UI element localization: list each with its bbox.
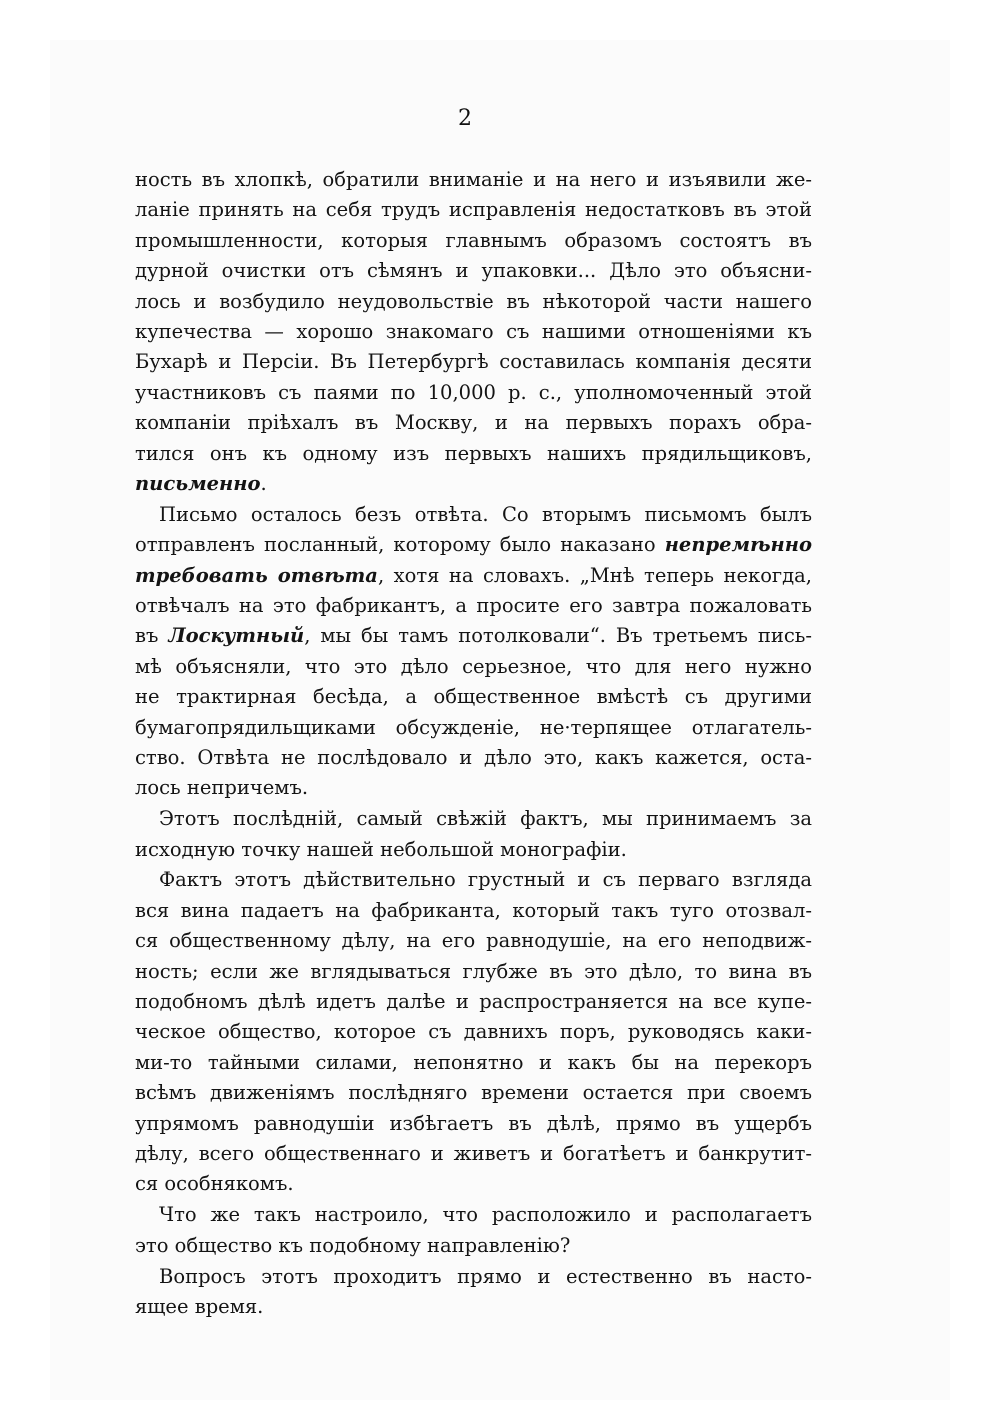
text-line: всѣмъ движеніямъ послѣдняго времени остается при своемъ bbox=[135, 1081, 812, 1105]
text-line: бумагопрядильщиками обсужденіе, не·терпящее отлагатель- bbox=[135, 715, 812, 739]
text-line: участниковъ съ паями по 10,000 р. с., уполномоченный этой bbox=[135, 380, 812, 404]
text-segment: отправленъ посланный, которому было наказано bbox=[135, 533, 665, 557]
text-line: Бухарѣ и Персіи. Въ Петербургѣ составилась компанія десяти bbox=[135, 350, 812, 374]
text-line: Фактъ этотъ дѣйствительно грустный и съ перваго взгляда bbox=[159, 868, 812, 892]
paragraph bbox=[135, 865, 812, 1199]
text-segment: въ bbox=[135, 624, 169, 648]
text-line: вся вина падаетъ на фабриканта, который такъ туго отозвал- bbox=[135, 898, 812, 922]
page-body-text bbox=[135, 165, 812, 1323]
text-segment: , хотя на словахъ. „Мнѣ теперь некогда, bbox=[377, 563, 812, 587]
paragraph bbox=[135, 1200, 812, 1261]
text-line: ство. Отвѣта не послѣдовало и дѣло это, какъ кажется, оста- bbox=[135, 745, 812, 769]
text-line: Письмо осталось безъ отвѣта. Со вторымъ письмомъ былъ bbox=[159, 502, 812, 526]
text-line: подобномъ дѣлѣ идетъ далѣе и распространяется на все купе- bbox=[135, 990, 812, 1014]
paragraph bbox=[135, 165, 812, 499]
paragraph bbox=[135, 804, 812, 865]
text-line: компаніи пріѣхалъ въ Москву, и на первыхъ порахъ обра- bbox=[135, 411, 812, 435]
text-line: тился онъ къ одному изъ первыхъ нашихъ прядильщиковъ, bbox=[135, 441, 812, 465]
text-segment: . bbox=[260, 471, 267, 495]
text-line: купечества — хорошо знакомаго съ нашими отношеніями къ bbox=[135, 319, 812, 343]
text-line: ность; если же вглядываться глубже въ это дѣло, то вина въ bbox=[135, 959, 812, 983]
text-line: ность въ хлопкѣ, обратили вниманіе и на него и изъявили же- bbox=[135, 168, 812, 191]
text-segment: , мы бы тамъ потолковали“. Въ третьемъ пись- bbox=[304, 624, 812, 648]
emphasized-text: Лоскутный bbox=[168, 624, 305, 648]
page-number: 2 bbox=[458, 106, 472, 131]
text-line: ми-то тайными силами, непонятно и какъ бы на перекоръ bbox=[135, 1050, 812, 1074]
emphasized-text: непремѣнно bbox=[664, 533, 812, 557]
text-line: это общество къ подобному направленію? bbox=[135, 1233, 571, 1257]
text-line: лось непричемъ. bbox=[135, 776, 309, 800]
text-line: ящее время. bbox=[135, 1294, 264, 1318]
text-line: ся особнякомъ. bbox=[135, 1172, 294, 1196]
text-line: упрямомъ равнодушіи избѣгаетъ въ дѣлѣ, прямо въ ущербъ bbox=[135, 1111, 812, 1135]
text-line: ся общественному дѣлу, на его равнодушіе, на его неподвиж- bbox=[135, 929, 812, 953]
text-line: лось и возбудило неудовольствіе въ нѣкоторой части нашего bbox=[135, 289, 812, 313]
text-line bbox=[135, 469, 812, 499]
text-line: дурной очистки отъ сѣмянъ и упаковки... Дѣло это объясни- bbox=[135, 259, 812, 283]
paragraph bbox=[135, 500, 812, 804]
text-line bbox=[135, 621, 812, 651]
text-line: ланіе принять на себя трудъ исправленія недостатковъ въ этой bbox=[135, 198, 812, 222]
text-line: не трактирная бесѣда, а общественное вмѣстѣ съ другими bbox=[135, 685, 812, 709]
emphasized-text: письменно bbox=[135, 471, 261, 495]
emphasized-text: требовать отвѣта bbox=[135, 563, 378, 587]
text-line: промышленности, которыя главнымъ образомъ состоятъ въ bbox=[135, 228, 812, 252]
text-line: мѣ объясняли, что это дѣло серьезное, что для него нужно bbox=[135, 654, 812, 678]
text-line: ческое общество, которое съ давнихъ поръ, руководясь каки- bbox=[135, 1020, 812, 1044]
text-line: Этотъ послѣдній, самый свѣжій фактъ, мы принимаемъ за bbox=[159, 807, 812, 831]
text-line: отвѣчалъ на это фабрикантъ, а просите его завтра пожаловать bbox=[135, 593, 812, 617]
text-line bbox=[135, 530, 812, 560]
paragraph bbox=[135, 1262, 812, 1323]
text-line bbox=[135, 561, 812, 591]
text-line: дѣлу, всего общественнаго и живетъ и богатѣетъ и банкрутит- bbox=[135, 1142, 812, 1165]
text-line: исходную точку нашей небольшой монографіи. bbox=[135, 837, 627, 861]
text-line: Что же такъ настроило, что расположило и располагаетъ bbox=[159, 1203, 812, 1227]
text-line: Вопросъ этотъ проходитъ прямо и естественно въ насто- bbox=[159, 1264, 812, 1288]
